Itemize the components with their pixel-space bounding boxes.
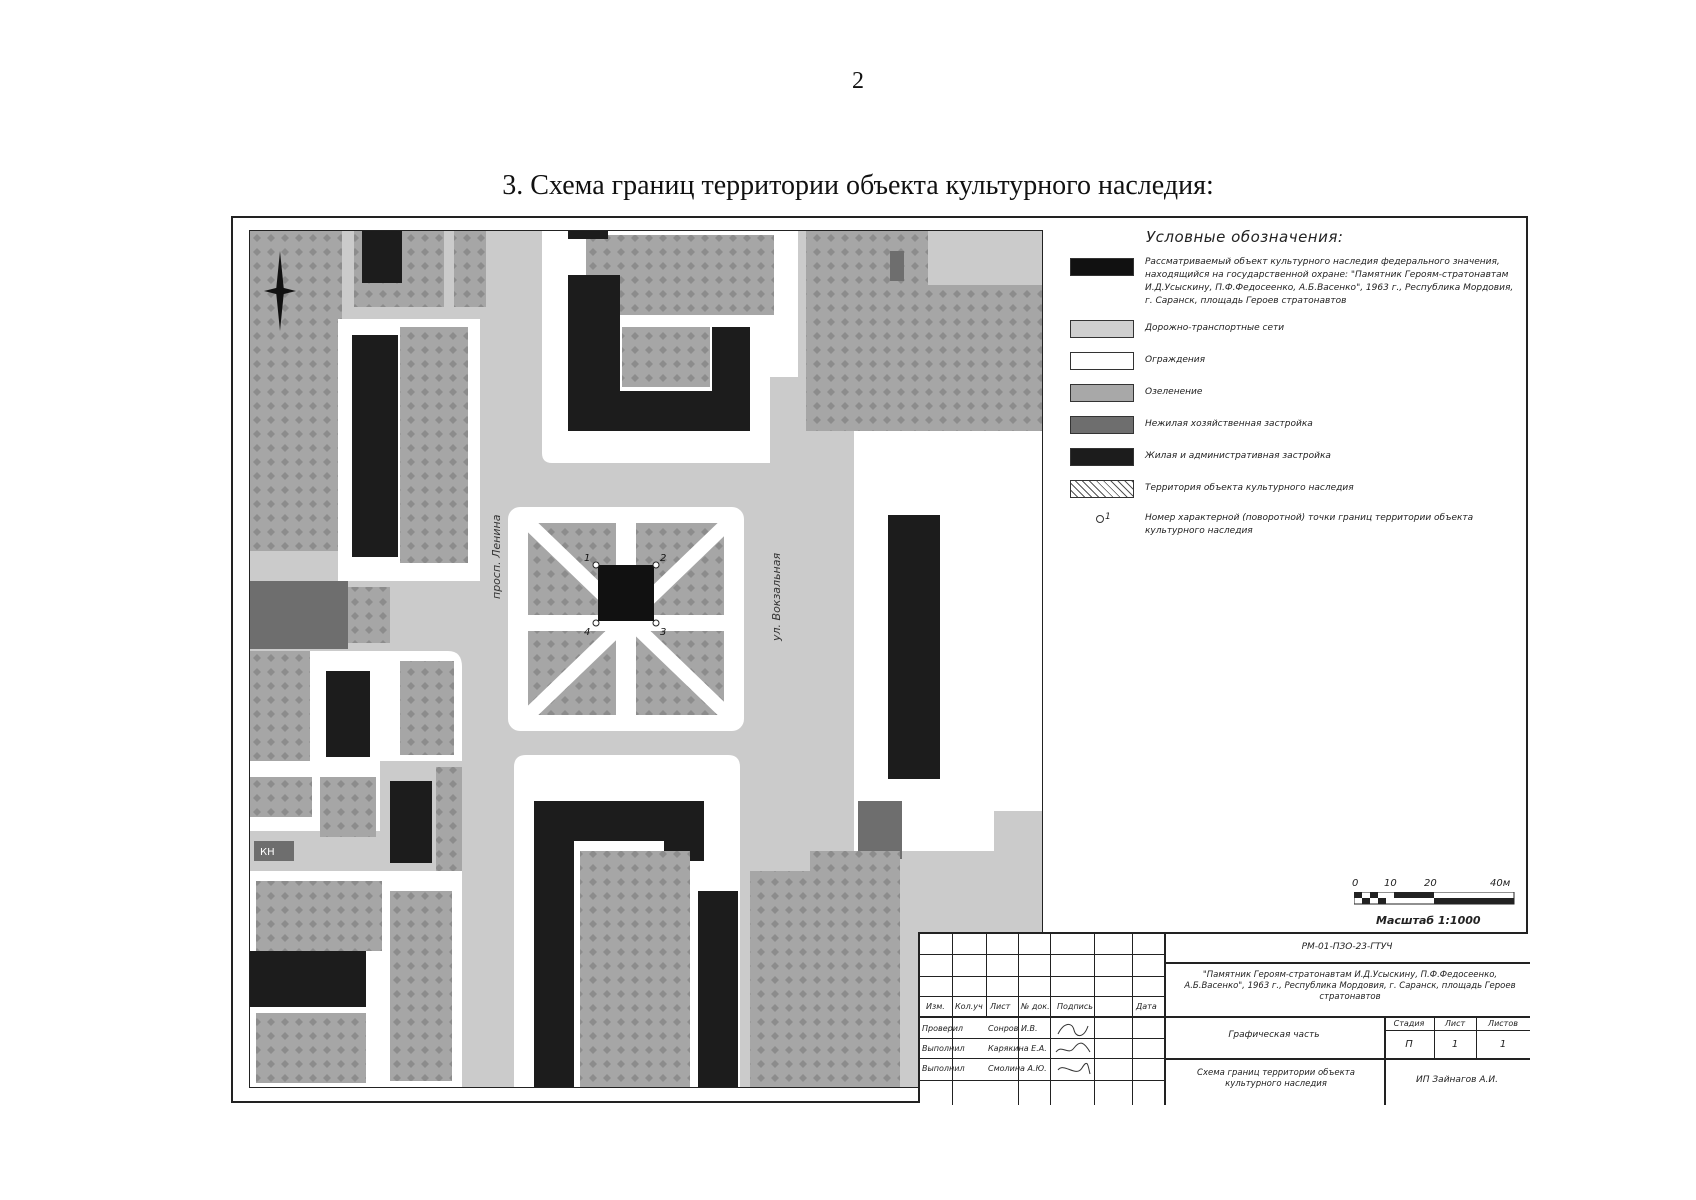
greenery-block	[400, 661, 454, 755]
greenery-block	[750, 871, 810, 1088]
street-label-vokzalnaya: ул. Вокзальная	[770, 552, 783, 641]
greenery-block	[622, 327, 710, 387]
tb-line	[1164, 1058, 1530, 1060]
greenery-block	[348, 587, 390, 643]
greenery-block	[256, 881, 382, 951]
greenery-block	[390, 891, 452, 1081]
boundary-point-2	[653, 562, 659, 568]
street-label-lenina: просп. Ленина	[490, 514, 503, 599]
greenery-block	[928, 285, 1043, 431]
tb-line	[1164, 934, 1166, 1105]
tb-line	[920, 1038, 1164, 1039]
legend-text-fences: Ограждения	[1145, 355, 1206, 365]
residential-building	[534, 801, 574, 1088]
tb-organization: ИП Зайнагов А.И.	[1416, 1075, 1498, 1085]
boundary-point-4	[593, 620, 599, 626]
tb-role-1: Проверил	[922, 1024, 964, 1033]
greenery-block	[320, 777, 376, 837]
residential-building	[352, 335, 398, 557]
tb-sheets-header: Листов	[1488, 1019, 1518, 1028]
tb-line	[920, 996, 1164, 997]
tb-stage-value: П	[1405, 1039, 1413, 1050]
legend-swatch-territory	[1070, 480, 1134, 498]
legend-text-greenery: Озеленение	[1145, 387, 1203, 397]
boundary-point-label-1: 1	[584, 553, 591, 564]
residential-building	[888, 515, 940, 779]
non-residential-building	[250, 581, 348, 649]
tb-stage-header: Стадия	[1393, 1019, 1425, 1028]
greenery-block	[810, 851, 900, 1088]
legend-text-roads: Дорожно-транспортные сети	[1145, 323, 1285, 333]
greenery-block	[580, 851, 690, 1088]
tb-name-1: Сонров И.В.	[988, 1024, 1038, 1033]
tb-sheet-value: 1	[1451, 1039, 1459, 1050]
page-heading: 3. Схема границ территории объекта культурного наследия:	[502, 170, 1214, 201]
boundary-point-label-2: 2	[660, 553, 667, 564]
tb-drawing-title: Схема границ территории объекта культурного наследия	[1197, 1068, 1355, 1089]
residential-building	[326, 671, 370, 757]
building-label-kn: КН	[260, 847, 275, 858]
tb-sheet-header: Лист	[1444, 1019, 1466, 1028]
tb-role-2: Выполнил	[922, 1044, 965, 1053]
tb-line	[920, 976, 1164, 977]
tb-line	[920, 1080, 1164, 1081]
tb-name-2: Карякина Е.А.	[988, 1044, 1047, 1053]
scale-tick-10: 10	[1384, 878, 1397, 889]
residential-building	[250, 951, 366, 1007]
tb-code: РМ-01-ПЗО-23-ГТУЧ	[1301, 942, 1393, 952]
tb-line	[1164, 962, 1530, 964]
legend-swatch-roads	[1070, 320, 1134, 338]
scale-tick-40: 40м	[1490, 878, 1511, 889]
boundary-point-label-4: 4	[584, 627, 591, 638]
tb-col-izm: Изм.	[926, 1002, 945, 1011]
scale-bar	[1352, 878, 1522, 928]
greenery-block	[250, 231, 342, 551]
greenery-block	[250, 777, 312, 817]
signature-3-icon	[1054, 1060, 1092, 1080]
legend-text-territory: Территория объекта культурного наследия	[1145, 483, 1354, 493]
greenery-block	[806, 231, 928, 431]
tb-line	[920, 954, 1164, 955]
legend-text-point: Номер характерной (поворотной) точки границ территории объекта культурного наследия	[1145, 513, 1474, 536]
legend-point-symbol-icon	[1096, 515, 1104, 523]
greenery-block	[400, 327, 468, 563]
legend-swatch-non-residential	[1070, 416, 1134, 434]
tb-line	[1384, 1030, 1530, 1031]
legend-swatch-residential	[1070, 448, 1134, 466]
scale-graphic	[1354, 892, 1524, 912]
signature-1-icon	[1054, 1020, 1092, 1040]
tb-sheets-value: 1	[1499, 1039, 1507, 1050]
tb-section: Графическая часть	[1228, 1030, 1320, 1040]
non-residential-building	[858, 801, 902, 859]
boundary-point-label-3: 3	[660, 627, 667, 638]
greenery-block	[250, 651, 310, 761]
signature-2-icon	[1054, 1040, 1092, 1060]
legend-point-symbol-label: 1	[1105, 512, 1111, 522]
tb-name-3: Смолина А.Ю.	[988, 1064, 1047, 1073]
tb-line	[986, 934, 987, 1016]
boundary-point-3	[653, 620, 659, 626]
tb-col-date: Дата	[1136, 1002, 1157, 1011]
legend-title: Условные обозначения:	[1146, 228, 1344, 246]
tb-col-kolich: Кол.уч	[955, 1002, 983, 1011]
scale-caption: Масштаб 1:1000	[1376, 914, 1481, 927]
legend-swatch-object	[1070, 258, 1134, 276]
tb-line	[920, 1058, 1164, 1059]
greenery-block	[256, 1013, 366, 1083]
residential-building	[362, 231, 402, 283]
scale-tick-20: 20	[1424, 878, 1437, 889]
residential-building	[698, 891, 738, 1088]
monument	[598, 565, 654, 621]
title-block	[918, 932, 1528, 1103]
legend-text-object: Рассматриваемый объект культурного наследия федерального значения, находящийся на государственной охране: "Памятник Героям-стратонавтам И.Д.Усыскину, П.Ф.Федосеенко, А.Б.Васенко", 1963 г., Республика Мордовия, г. Саранск, площадь Героев стратонавтов	[1145, 257, 1514, 306]
greenery-block	[454, 231, 486, 307]
legend-swatch-greenery	[1070, 384, 1134, 402]
page-number: 2	[852, 68, 864, 94]
legend-text-non-residential: Нежилая хозяйственная застройка	[1145, 419, 1313, 429]
legend-swatch-fences	[1070, 352, 1134, 370]
tb-role-3: Выполнил	[922, 1064, 965, 1073]
non-residential-building	[890, 251, 904, 281]
territory-zone	[854, 431, 1043, 811]
tb-line	[920, 1016, 1164, 1018]
legend-text-residential: Жилая и административная застройка	[1145, 451, 1331, 461]
scale-tick-0: 0	[1352, 878, 1359, 889]
tb-col-signature: Подпись	[1057, 1002, 1093, 1011]
tb-object-name: "Памятник Героям-стратонавтам И.Д.Усыскину, П.Ф.Федосеенко, А.Б.Васенко", 1963 г., Республика Мордовия, г. Саранск, площадь Героев стратонавтов	[1184, 970, 1516, 1002]
boundary-point-1	[593, 562, 599, 568]
tb-col-list: Лист	[990, 1002, 1011, 1011]
tb-col-doc: № док.	[1021, 1002, 1050, 1011]
residential-building	[390, 781, 432, 863]
residential-building	[712, 327, 750, 431]
residential-building	[568, 231, 608, 239]
